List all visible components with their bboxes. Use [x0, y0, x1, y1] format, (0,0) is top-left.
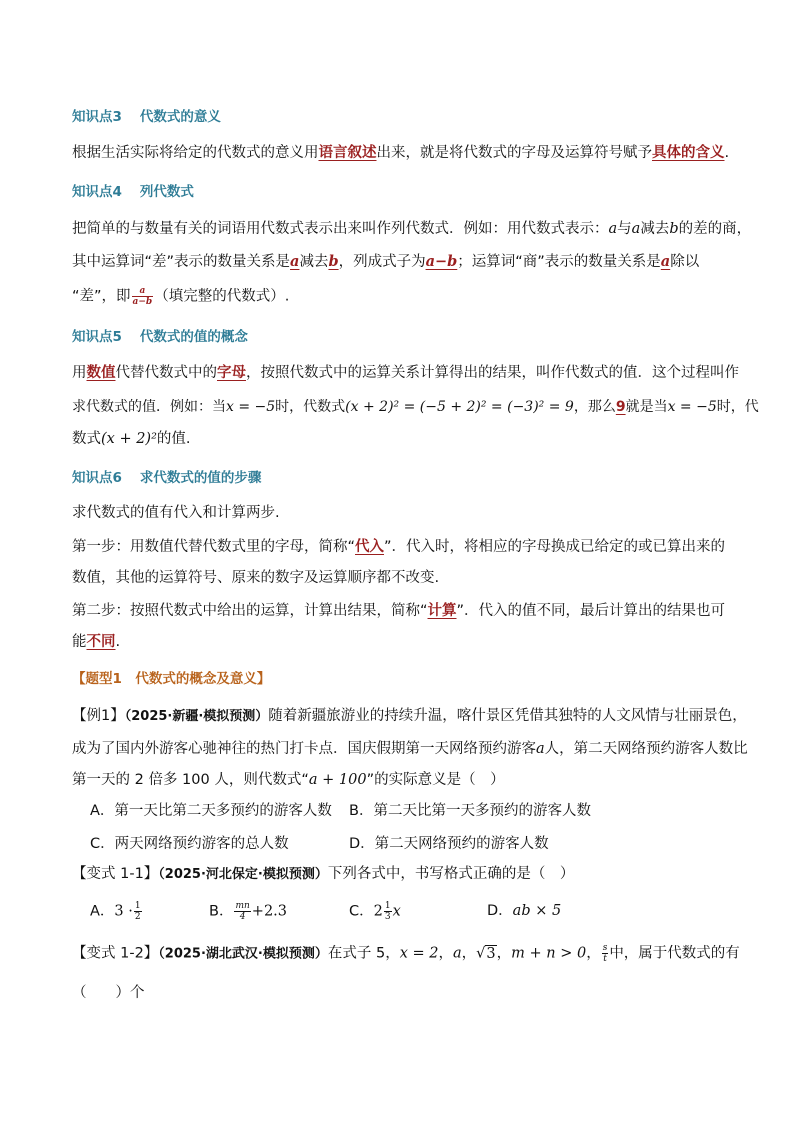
example1-line-2: 成为了国内外游客心驰神往的热门打卡点．国庆假期第一天网络预约游客a人，第二天网络预约游客人数比	[72, 741, 748, 757]
example1-option-a[interactable]: A．第一天比第二天多预约的游客人数	[90, 803, 332, 819]
answer-blank: 字母	[217, 365, 246, 381]
kp6-line-4: 第二步：按照代数式中给出的运算，计算出结果，简称“计算”．代入的值不同，最后计算出的结果也可	[72, 603, 726, 619]
variant-1-1-option-a[interactable]: A．3 · $\frac{1}{2}$	[90, 901, 141, 922]
example1-option-b[interactable]: B．第二天比第一天多预约的游客人数	[349, 803, 591, 819]
kp4-line-3: “差”，即 $\frac{a}{a-b}$ （填完整的代数式）.	[72, 286, 290, 307]
kp3-heading: 知识点3 代数式的意义	[72, 109, 221, 125]
answer-blank: a−b	[425, 253, 458, 270]
example1-option-d[interactable]: D．第二天网络预约的游客人数	[349, 836, 549, 852]
variant-1-2-line-1: 【变式 1-2】（2025·湖北武汉·模拟预测）在式子 5，x = 2，a，√3，m + n > 0， $\frac{s}{t}$ 中，属于代数式的有	[72, 943, 740, 964]
kp6-line-3: 数值，其他的运算符号、原来的数字及运算顺序都不改变.	[72, 570, 440, 586]
answer-blank: 代入	[355, 539, 385, 555]
variant-1-1-option-c[interactable]: C．2 $\frac{1}{3}$ x	[349, 901, 401, 922]
topic-heading: 【题型1 代数式的概念及意义】	[72, 671, 271, 687]
kp4-line-2: 其中运算词“差”表示的数量关系是a减去b，列成式子为a−b；运算词“商”表示的数量关系是a除以	[72, 253, 700, 270]
variant-1-2-line-2: （ ）个	[72, 985, 145, 1001]
kp4-heading: 知识点4 列代数式	[72, 184, 194, 200]
answer-blank: a	[290, 253, 300, 270]
kp6-line-5: 能不同.	[72, 634, 121, 650]
answer-blank: 数值	[86, 365, 116, 381]
answer-blank: a	[660, 253, 671, 270]
example1-line-3: 第一天的 2 倍多 100 人，则代数式“a + 100”的实际意义是（ ）	[72, 772, 505, 788]
answer-blank: b	[328, 253, 339, 270]
kp6-heading: 知识点6 求代数式的值的步骤	[72, 470, 262, 486]
kp5-line-3: 数式(x + 2)²的值.	[72, 431, 191, 447]
kp6-line-2: 第一步：用数值代替代数式里的字母，简称“代入”．代入时，将相应的字母换成已给定的或已算出来的	[72, 539, 726, 555]
answer-blank: 计算	[427, 603, 457, 619]
example1-option-c[interactable]: C．两天网络预约游客的总人数	[90, 836, 289, 852]
answer-blank: 语言叙述	[318, 145, 377, 161]
answer-blank: 9	[615, 399, 626, 415]
variant-1-1-stem: 【变式 1-1】（2025·河北保定·模拟预测）下列各式中，书写格式正确的是（ ）	[72, 866, 575, 882]
answer-blank: 具体的含义	[652, 145, 725, 161]
kp3-paragraph: 根据生活实际将给定的代数式的意义用语言叙述出来，就是将代数式的字母及运算符号赋予具体的含义.	[72, 145, 730, 161]
variant-1-1-option-b[interactable]: B． $\frac{mn}{4}$ +2.3	[209, 901, 288, 922]
kp5-line-1: 用数值代替代数式中的字母，按照代数式中的运算关系计算得出的结果，叫作代数式的值．这个过程叫作	[72, 365, 739, 381]
kp6-line-1: 求代数式的值有代入和计算两步.	[72, 505, 280, 521]
kp5-line-2: 求代数式的值．例如：当x = −5时，代数式(x + 2)² = (−5 + 2)² = (−3)² = 9，那么9就是当x = −5时，代	[72, 399, 759, 415]
sqrt-symbol: √3	[476, 945, 496, 962]
example1-line-1: 【例1】（2025·新疆·模拟预测）随着新疆旅游业的持续升温，喀什景区凭借其独特的人文风情与壮丽景色，	[72, 708, 747, 724]
answer-fraction: $\frac{a}{a-b}$	[132, 286, 153, 307]
answer-blank: 不同	[86, 634, 116, 650]
kp4-line-1: 把简单的与数量有关的词语用代数式表示出来叫作列代数式．例如：用代数式表示：a与a减去b的差的商，	[72, 221, 752, 237]
kp5-heading: 知识点5 代数式的值的概念	[72, 329, 248, 345]
variant-1-1-option-d[interactable]: D．ab × 5	[487, 903, 562, 919]
